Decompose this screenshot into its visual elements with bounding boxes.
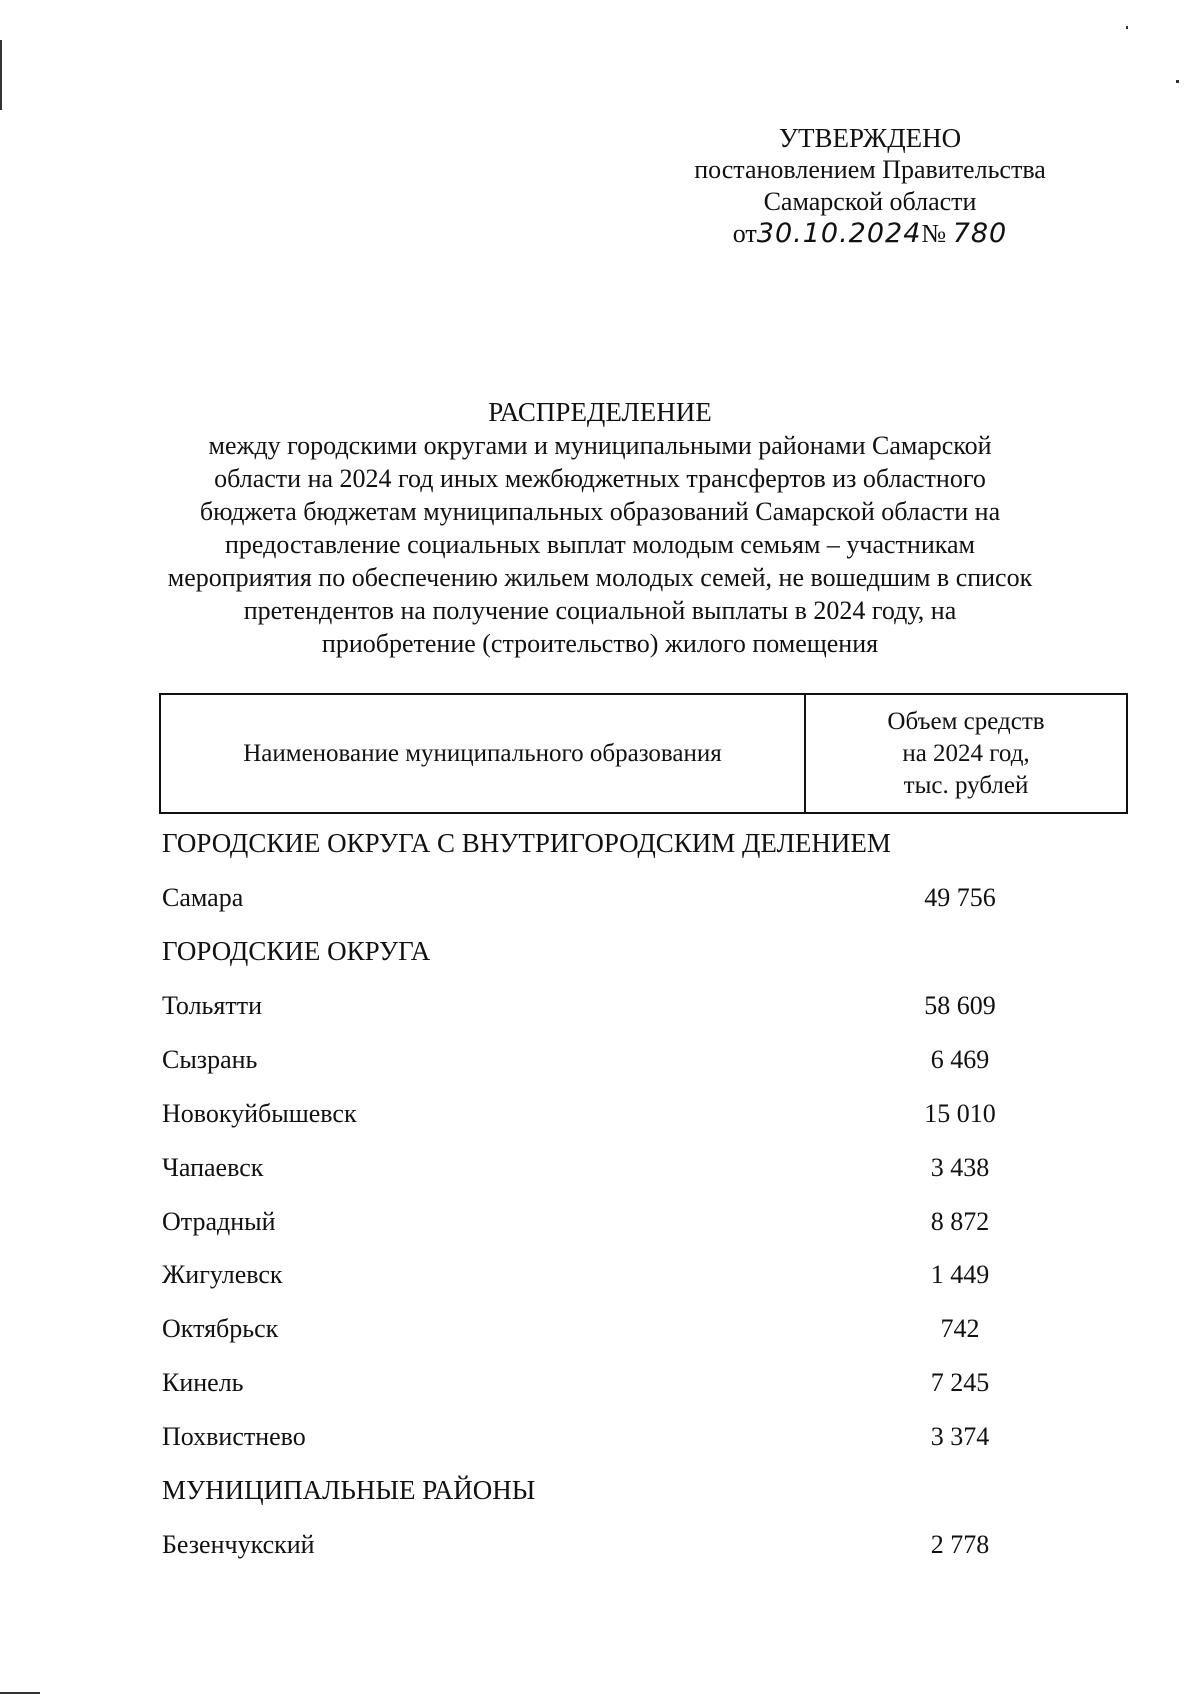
approval-line-1: постановлением Правительства: [694, 155, 1046, 184]
row-value: 7 245: [930, 1368, 990, 1397]
row-name: Отрадный: [162, 1207, 276, 1236]
row-name: Новокуйбышевск: [162, 1099, 357, 1128]
scan-speck: [1176, 80, 1179, 83]
row-name: Тольятти: [162, 991, 263, 1020]
heading-line: мероприятия по обеспечению жильем молодых семей, не вошедшим в список: [167, 563, 1033, 592]
number-prefix: №: [921, 219, 947, 248]
row-name: Самара: [162, 883, 244, 912]
row-name: Кинель: [162, 1368, 244, 1397]
row-value: 58 609: [924, 991, 996, 1020]
row-value: 15 010: [924, 1099, 996, 1128]
row-value: 6 469: [930, 1045, 990, 1074]
heading-line: предоставление социальных выплат молодым семьям – участникам: [225, 530, 975, 559]
scan-speck: [1126, 26, 1128, 29]
row-value: 49 756: [924, 883, 996, 912]
row-name: Чапаевск: [162, 1153, 264, 1182]
row-value: 742: [940, 1314, 980, 1343]
row-value: 3 438: [930, 1153, 990, 1182]
row-value: 3 374: [930, 1422, 990, 1451]
approval-title: УТВЕРЖДЕНО: [778, 123, 962, 153]
scan-edge-mark: [0, 40, 2, 110]
table-header: [159, 693, 1128, 814]
handwritten-date: 30.10.2024: [756, 218, 922, 249]
column-header-name: Наименование муниципального образования: [160, 694, 805, 813]
scan-edge-mark: [0, 1692, 40, 1694]
document-heading: [150, 396, 1050, 660]
column-header-amount-line: на 2024 год,: [902, 739, 1030, 767]
approval-stamp-block: [660, 122, 1080, 252]
row-value: 8 872: [930, 1207, 990, 1236]
section-title: ГОРОДСКИЕ ОКРУГА С ВНУТРИГОРОДСКИМ ДЕЛЕНИЕМ: [162, 828, 891, 858]
row-value: 1 449: [930, 1260, 990, 1289]
heading-line: приобретение (строительство) жилого помещения: [321, 629, 879, 658]
heading-line: претендентов на получение социальной выплаты в 2024 году, на: [243, 596, 957, 625]
row-name: Похвистнево: [162, 1422, 306, 1451]
approval-line-2: Самарской области: [763, 187, 977, 216]
column-header-amount: [805, 694, 1127, 813]
column-header-amount-line: тыс. рублей: [903, 771, 1029, 799]
heading-line: бюджета бюджетам муниципальных образований Самарской области на: [199, 497, 1001, 526]
row-name: Сызрань: [162, 1045, 258, 1074]
column-header-amount-line: Объем средств: [887, 707, 1045, 735]
row-name: Жигулевск: [162, 1260, 283, 1289]
row-value: 2 778: [930, 1530, 990, 1559]
date-prefix: от: [732, 219, 757, 248]
document-title: РАСПРЕДЕЛЕНИЕ: [488, 397, 712, 427]
approval-date-line: [660, 218, 1080, 252]
section-title: МУНИЦИПАЛЬНЫЕ РАЙОНЫ: [162, 1475, 536, 1505]
heading-line: области на 2024 год иных межбюджетных трансфертов из областного: [214, 464, 986, 493]
heading-line: между городскими округами и муниципальными районами Самарской: [208, 431, 992, 460]
row-name: Безенчукский: [162, 1530, 315, 1559]
handwritten-number: 780: [952, 218, 1008, 249]
section-title: ГОРОДСКИЕ ОКРУГА: [162, 936, 431, 966]
row-name: Октябрьск: [162, 1314, 279, 1343]
